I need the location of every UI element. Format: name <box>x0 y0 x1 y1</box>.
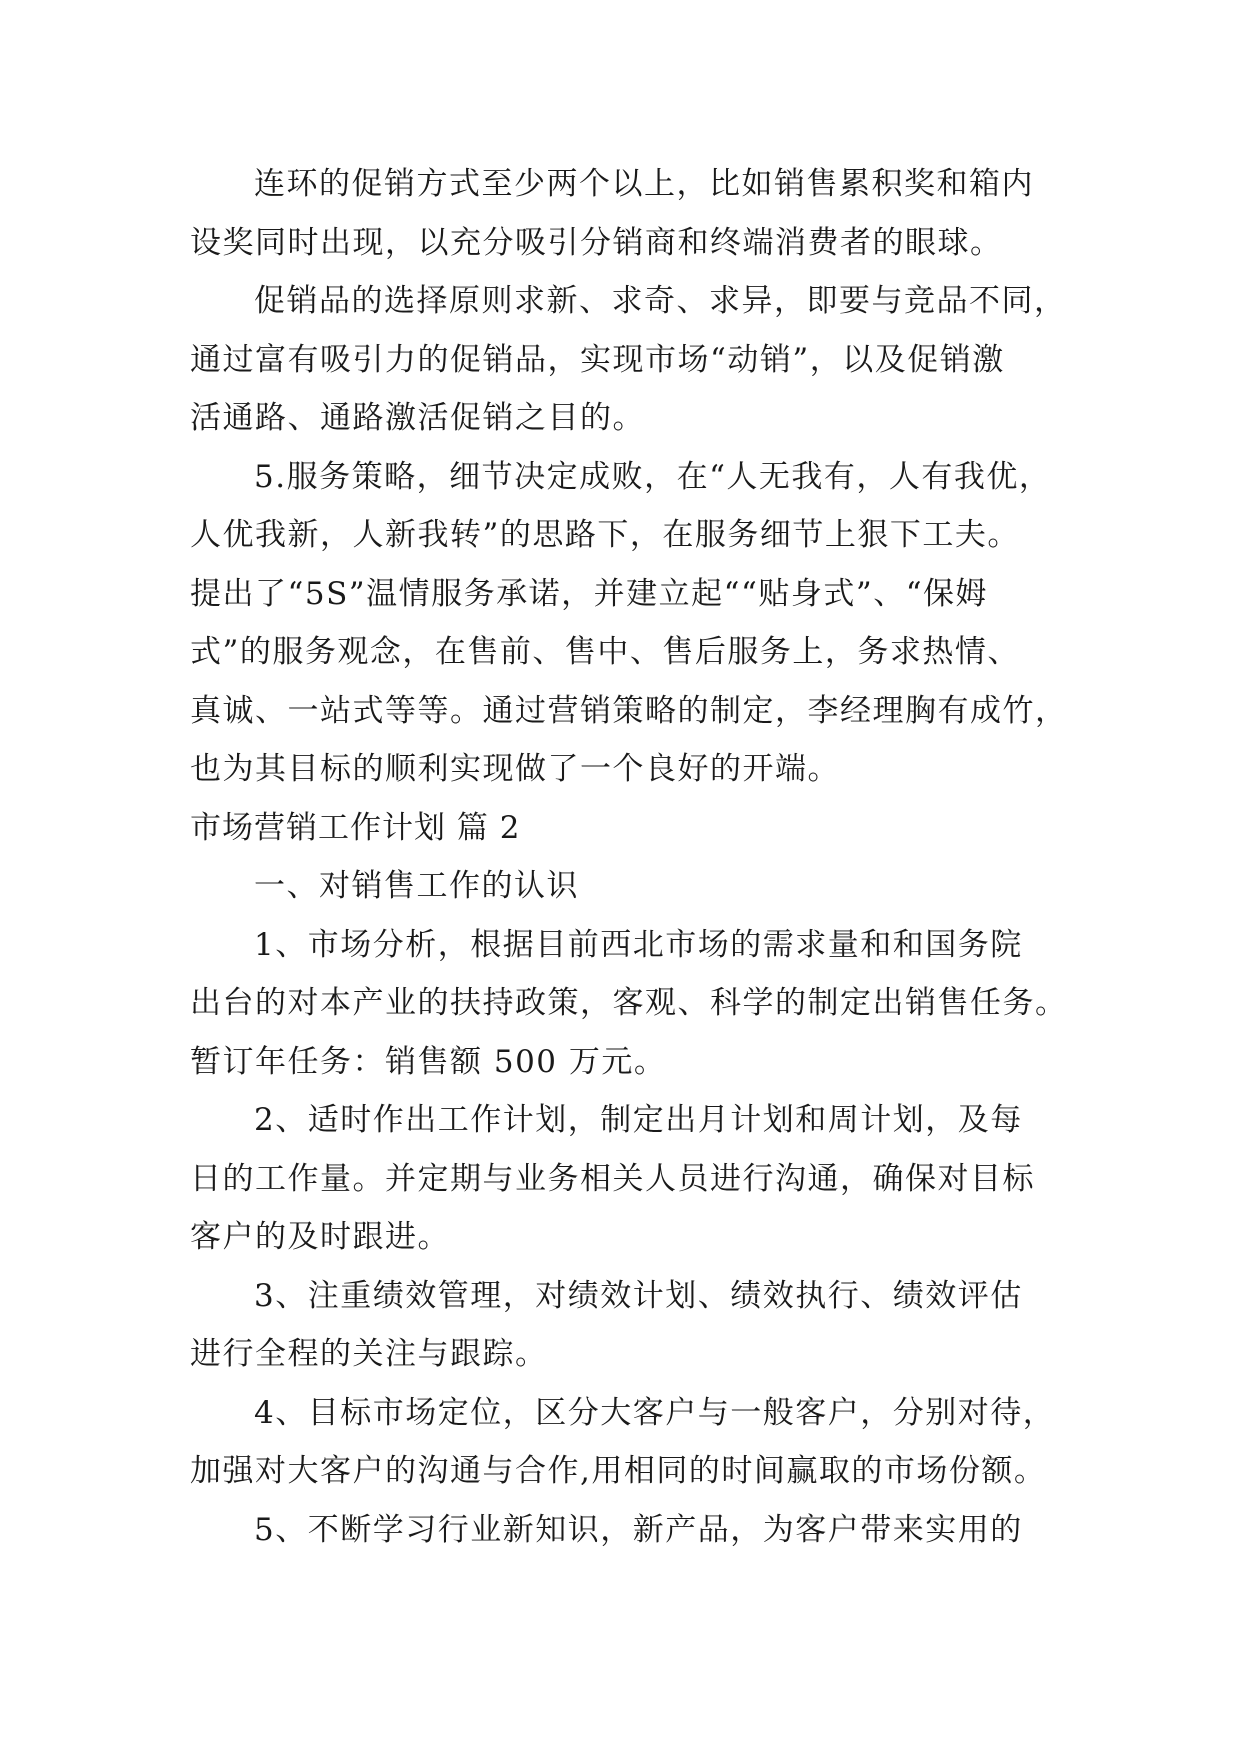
paragraph-line: 通过富有吸引力的促销品，实现市场“动销”，以及促销激 <box>190 341 1005 378</box>
paragraph-line: 1、市场分析，根据目前西北市场的需求量和和国务院 <box>254 926 1023 963</box>
paragraph-line: 5.服务策略，细节决定成败，在“人无我有，人有我优， <box>254 458 1052 495</box>
paragraph-line: 4、目标市场定位，区分大客户与一般客户，分别对待， <box>254 1394 1056 1431</box>
paragraph-line: 暂订年任务：销售额 500 万元。 <box>190 1043 667 1080</box>
paragraph-line: 提出了“5S”温情服务承诺，并建立起““贴身式”、“保姆 <box>190 575 989 612</box>
paragraph-line: 2、适时作出工作计划，制定出月计划和周计划，及每 <box>254 1102 1023 1138</box>
paragraph-line: 也为其目标的顺利实现做了一个良好的开端。 <box>190 751 840 787</box>
paragraph-line: 设奖同时出现，以充分吸引分销商和终端消费者的眼球。 <box>190 224 1003 261</box>
paragraph-line: 加强对大客户的沟通与合作,用相同的时间赢取的市场份额。 <box>190 1453 1047 1489</box>
subsection-heading: 一、对销售工作的认识 <box>254 868 579 904</box>
paragraph-line: 活通路、通路激活促销之目的。 <box>190 400 645 436</box>
document-body <box>190 155 1070 1559</box>
paragraph-line: 3、注重绩效管理，对绩效计划、绩效执行、绩效评估 <box>254 1277 1023 1314</box>
paragraph-line: 客户的及时跟进。 <box>190 1219 450 1255</box>
paragraph-line: 真诚、一站式等等。通过营销策略的制定，李经理胸有成竹， <box>190 692 1068 729</box>
section-heading: 市场营销工作计划 篇 2 <box>190 809 521 846</box>
paragraph-line: 出台的对本产业的扶持政策，客观、科学的制定出销售任务。 <box>190 985 1068 1021</box>
paragraph-line: 进行全程的关注与跟踪。 <box>190 1336 548 1372</box>
paragraph-line: 5、不断学习行业新知识，新产品，为客户带来实用的 <box>254 1511 1023 1548</box>
paragraph-line: 连环的促销方式至少两个以上，比如销售累积奖和箱内 <box>254 166 1034 202</box>
paragraph-line: 促销品的选择原则求新、求奇、求异，即要与竞品不同， <box>254 283 1067 319</box>
paragraph-line: 人优我新，人新我转”的思路下，在服务细节上狠下工夫。 <box>190 517 1020 553</box>
paragraph-line: 日的工作量。并定期与业务相关人员进行沟通，确保对目标 <box>190 1160 1035 1197</box>
paragraph-line: 式”的服务观念，在售前、售中、售后服务上，务求热情、 <box>190 634 1020 670</box>
